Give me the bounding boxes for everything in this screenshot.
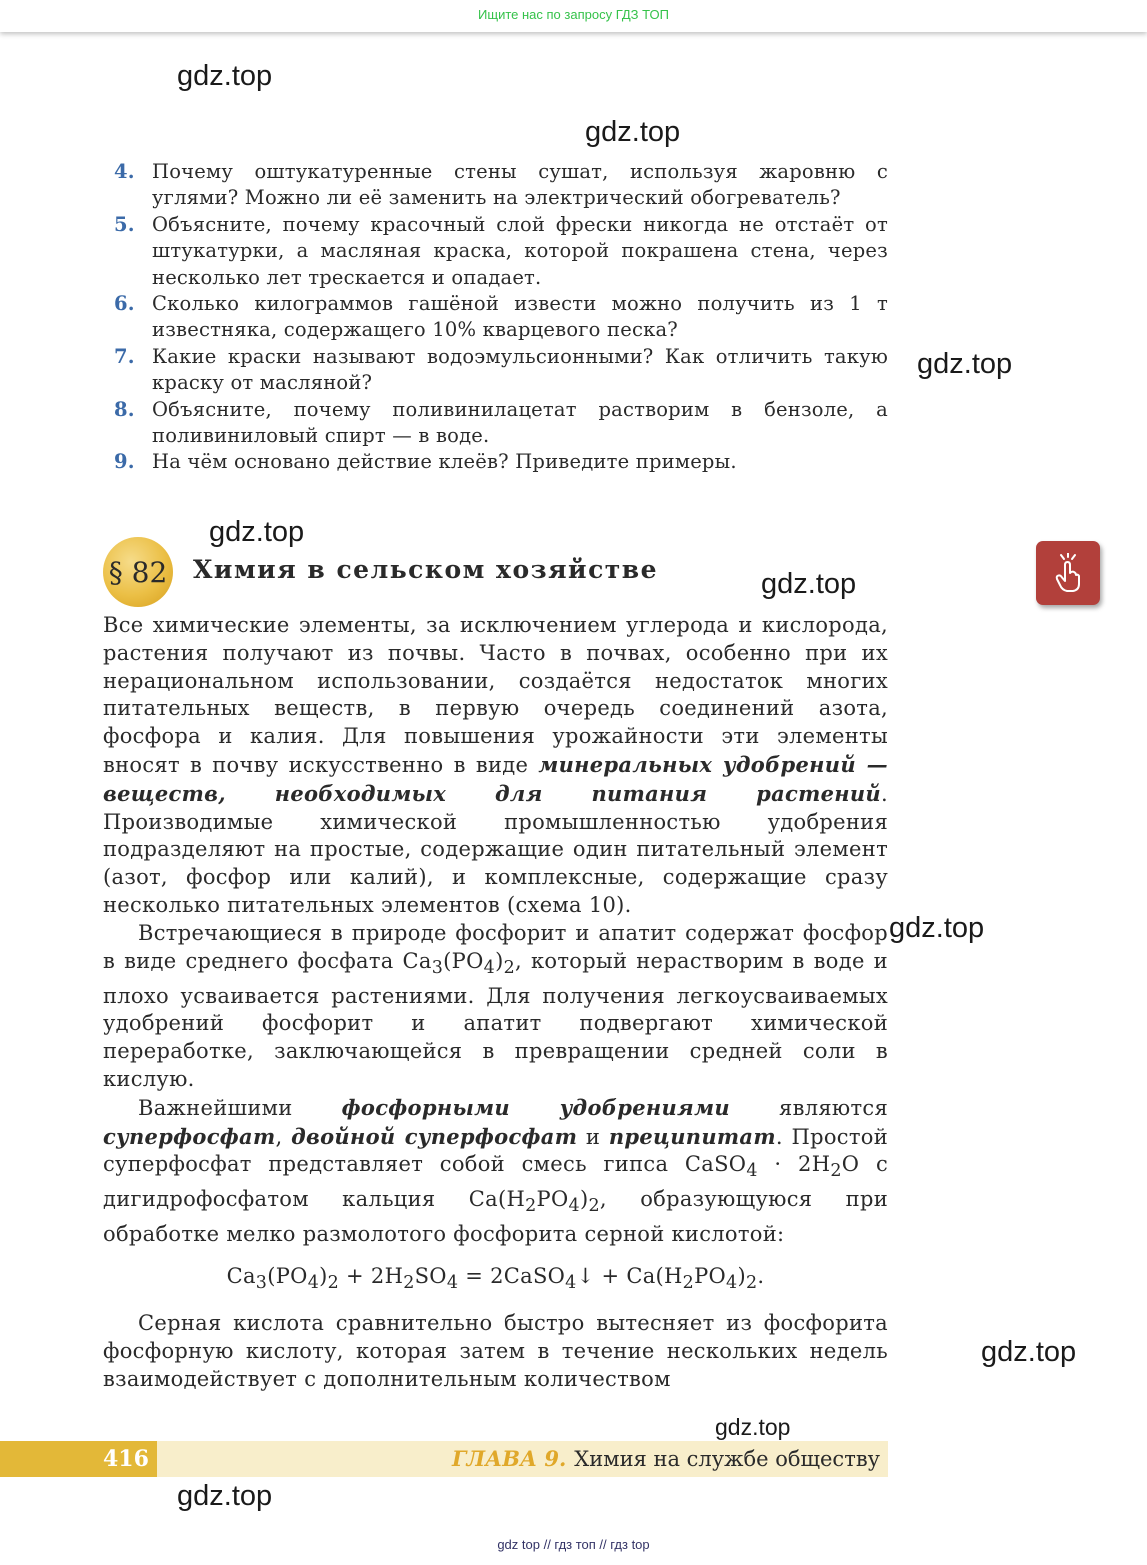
question-item xyxy=(114,397,888,450)
questions-list xyxy=(114,159,888,476)
watermark: gdz.top xyxy=(889,912,985,944)
paragraph: Важнейшими фосфорными удобрениями являются суперфосфат, двойной суперфосфат и преципитат. Простой суперфосфат представляет собой смесь гипса CaSO$_4$ · $2H_2O$ с дигидрофосфатом кальция $Ca(H_2PO_4)_2$, образующуюся при обработке мелко размолотого фосфорита серной кислотой: xyxy=(103,1094,889,1247)
question-item xyxy=(114,449,888,475)
question-text: Объясните, почему поливинилацетат растворим в бензоле, а поливиниловый спирт — в воде. xyxy=(152,397,888,448)
question-text: Сколько килограммов гашёной извести можно получить из 1 т известняка, содержащего 10% кварцевого песка? xyxy=(152,292,888,342)
question-number: 4. xyxy=(114,160,135,183)
paragraph: Все химические элементы, за исключением углерода и кислорода, растения получают из почвы. Часто в почвах, особенно при их нерациональном использовании, создаётся недостаток многих питательных веществ, в первую очередь соединений азота, фосфора и калия. Для повышения урожайности эти элементы вносят в почву искусственно в виде минеральных удобрений — веществ, необходимых для питания растений. Производимые химической промышленностью удобрения подразделяют на простые, содержащие один питательный элемент (азот, фосфор или калий), и комплексные, содержащие сразу несколько питательных элементов (схема 10). xyxy=(103,613,888,917)
question-item xyxy=(114,344,888,397)
section-number-badge: § 82 xyxy=(103,537,173,607)
section-body xyxy=(103,612,888,1393)
hand-tap-icon xyxy=(1050,553,1086,593)
question-text: На чём основано действие клеёв? Приведите примеры. xyxy=(152,450,737,474)
interactive-tap-button[interactable] xyxy=(1036,541,1100,605)
chemical-equation: $Ca_3(PO_4)_2 + 2H_2SO_4$ = 2CaSO$_4$↓ + $Ca(H_2PO_4)_2$. xyxy=(226,1264,765,1294)
question-number: 9. xyxy=(114,450,135,474)
question-text: Почему оштукатуренные стены сушат, используя жаровню с углями? Можно ли её заменить на электрический обогреватель? xyxy=(152,160,888,210)
chapter-label: ГЛАВА 9. xyxy=(452,1446,567,1471)
paragraph: Встречающиеся в природе фосфорит и апатит содержат фосфор в виде среднего фосфата $Ca_3(PO_4)_2$, который нерастворим в воде и плохо усваивается растениями. Для получения легкоусваиваемых удобрений фосфорит и апатит подвергают химической переработке, заключающейся в превращении средней соли в кислую. xyxy=(103,920,888,1091)
question-item xyxy=(114,291,888,344)
watermark: gdz.top xyxy=(177,60,273,92)
page-footer xyxy=(0,1441,888,1477)
watermark: gdz.top xyxy=(585,116,681,148)
watermark: gdz.top xyxy=(209,516,305,548)
page-number: 416 xyxy=(0,1441,157,1477)
watermark: gdz.top xyxy=(761,568,857,600)
question-text: Объясните, почему красочный слой фрески никогда не отстаёт от штукатурки, а масляная краска, которой покрашена стена, через несколько лет трескается и опадает. xyxy=(152,212,888,289)
question-number: 7. xyxy=(114,344,135,368)
term-definition: минеральных удобрений — веществ, необходимых для питания растений xyxy=(103,751,888,806)
question-number: 5. xyxy=(114,212,135,236)
question-text: Какие краски называют водоэмульсионными? Как отличить такую краску от масляной? xyxy=(152,344,888,395)
question-item xyxy=(114,212,888,291)
watermark: gdz.top xyxy=(177,1480,273,1512)
paragraph: Серная кислота сравнительно быстро вытесняет из фосфорита фосфорную кислоту, которая затем в течение нескольких недель взаимодействует с дополнительным количеством xyxy=(103,1311,888,1391)
section-title: Химия в сельском хозяйстве xyxy=(193,555,659,584)
chapter-title: Химия на службе обществу xyxy=(574,1447,880,1471)
watermark: gdz.top xyxy=(981,1336,1077,1368)
search-hint-banner: Ищите нас по запросу ГДЗ ТОП xyxy=(0,0,1147,32)
watermark: gdz.top xyxy=(917,348,1013,380)
question-item xyxy=(114,159,888,212)
watermark: gdz.top xyxy=(715,1414,791,1440)
bottom-site-links[interactable]: gdz top // гдз топ // гдз top xyxy=(497,1537,650,1552)
question-number: 8. xyxy=(114,397,135,421)
chapter-caption xyxy=(452,1441,880,1477)
question-number: 6. xyxy=(114,292,135,316)
